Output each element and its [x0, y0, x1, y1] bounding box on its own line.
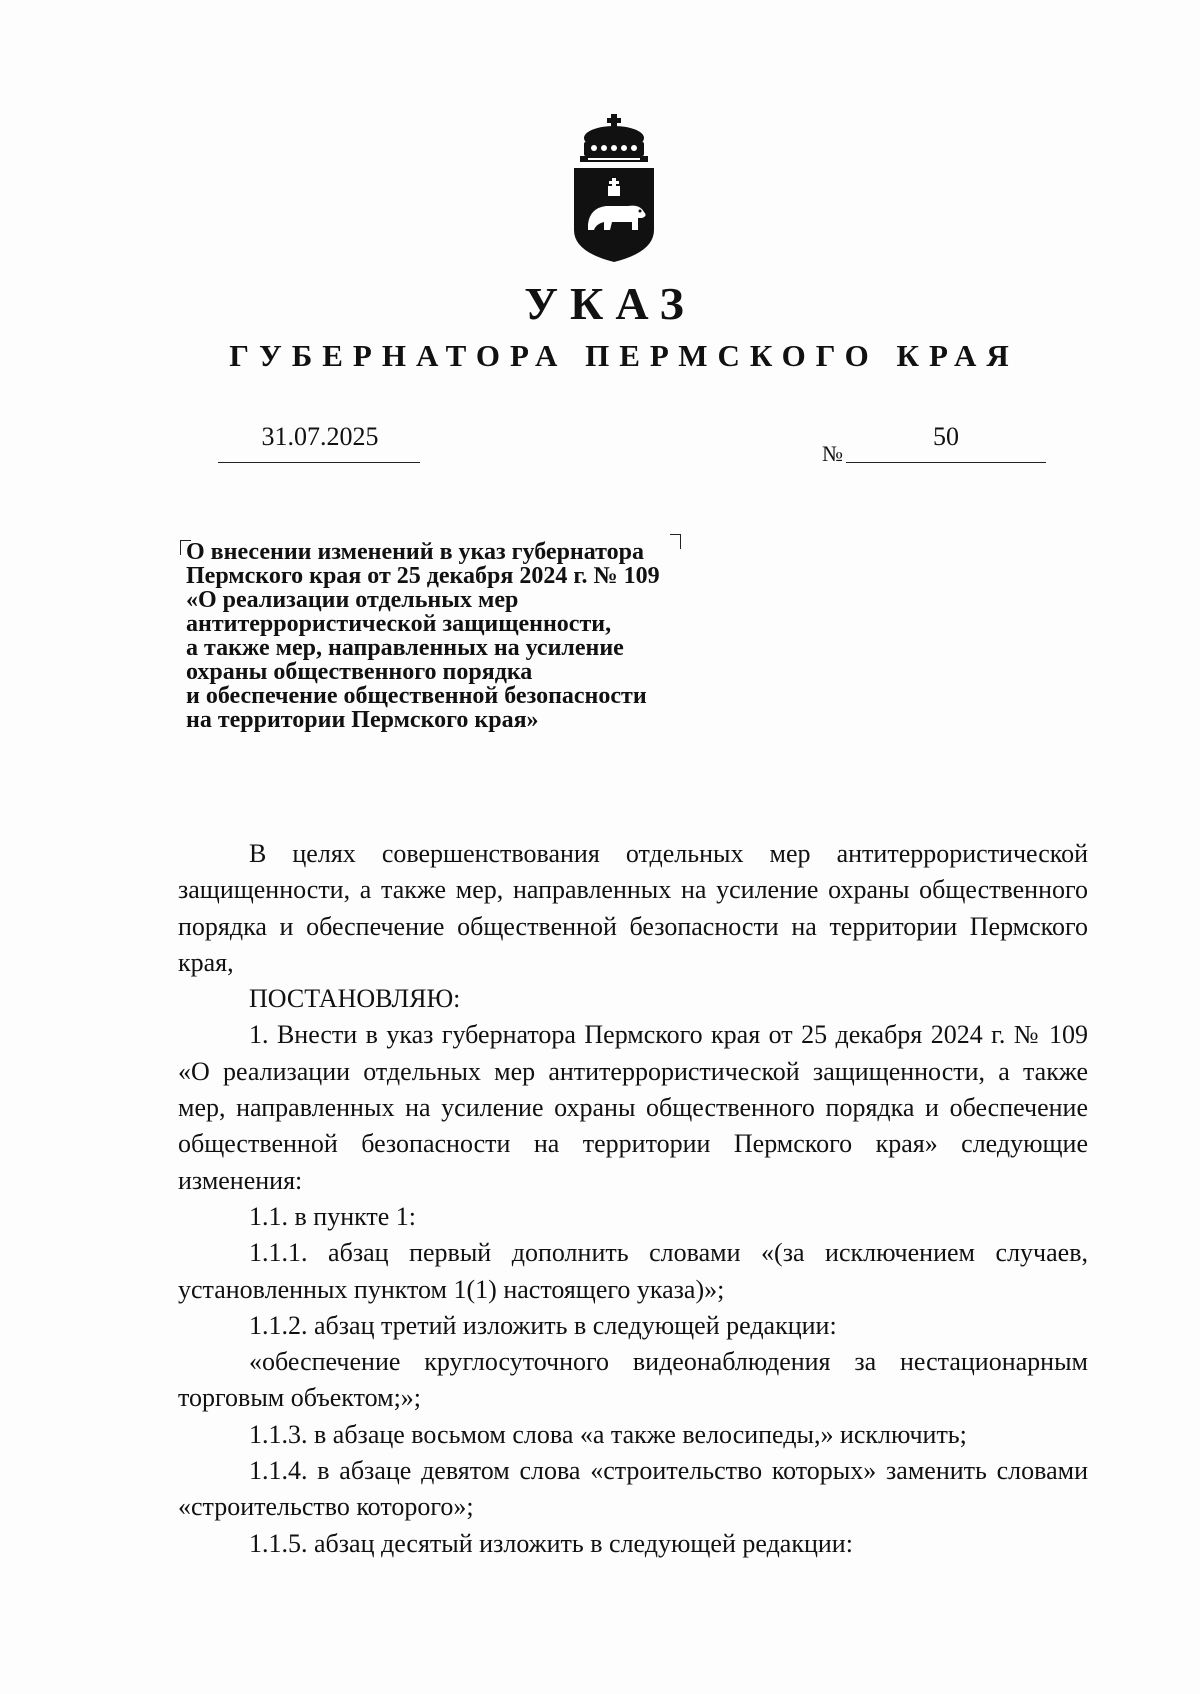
body-paragraph: 1.1.4. в абзаце девятом слова «строительство которых» заменить словами «строительство которого»; [178, 1456, 1088, 1522]
heading-line: на территории Пермского края» [186, 707, 539, 733]
heading-line: Пермского края от 25 декабря 2024 г. № 109 [186, 563, 660, 589]
heading-line: «О реализации отдельных мер [186, 587, 519, 613]
body-paragraph: 1.1.5. абзац десятый изложить в следующей редакции: [249, 1528, 853, 1558]
body-paragraph: 1.1.2. абзац третий изложить в следующей редакции: [249, 1310, 837, 1340]
document-body [178, 836, 1088, 1562]
document-heading [186, 540, 786, 732]
heading-line: антитеррористической защищенности, [186, 611, 612, 637]
heading-line: охраны общественного порядка [186, 659, 533, 685]
body-paragraph: 1.1.1. абзац первый дополнить словами «(за исключением случаев, установленных пунктом 1(1) настоящего указа)»; [178, 1238, 1088, 1304]
body-paragraph: 1.1. в пункте 1: [249, 1201, 417, 1231]
body-paragraph: В целях совершенствования отдельных мер антитеррористической защищенности, а также мер, направленных на усиление охраны общественного порядка и обеспечение общественной безопасности на территории Пермского края, [178, 839, 1088, 977]
number-underline [846, 462, 1046, 463]
heading-line: а также мер, направленных на усиление [186, 635, 624, 661]
date-underline [218, 462, 420, 463]
heading-line: и обеспечение общественной безопасности [186, 683, 647, 709]
coat-of-arms-icon [566, 112, 662, 262]
heading-line: О внесении изменений в указ губернатора [186, 539, 644, 565]
document-subtitle: ГУБЕРНАТОРА ПЕРМСКОГО КРАЯ [229, 338, 1019, 373]
number-sign: № [822, 441, 843, 466]
document-number: 50 [933, 422, 959, 451]
body-paragraph: «обеспечение круглосуточного видеонаблюдения за нестационарным торговым объектом;»; [178, 1347, 1088, 1413]
body-paragraph: 1.1.3. в абзаце восьмом слова «а также велосипеды,» исключить; [249, 1419, 967, 1449]
document-date: 31.07.2025 [261, 422, 379, 451]
body-paragraph: ПОСТАНОВЛЯЮ: [249, 984, 461, 1014]
document-title: УКАЗ [524, 278, 696, 329]
body-paragraph: 1. Внести в указ губернатора Пермского края от 25 декабря 2024 г. № 109 «О реализации отдельных мер антитеррористической защищенности, а также мер, направленных на усиление охраны общественного порядка и обеспечение общественной безопасности на территории Пермского края» следующие изменения: [178, 1020, 1088, 1195]
